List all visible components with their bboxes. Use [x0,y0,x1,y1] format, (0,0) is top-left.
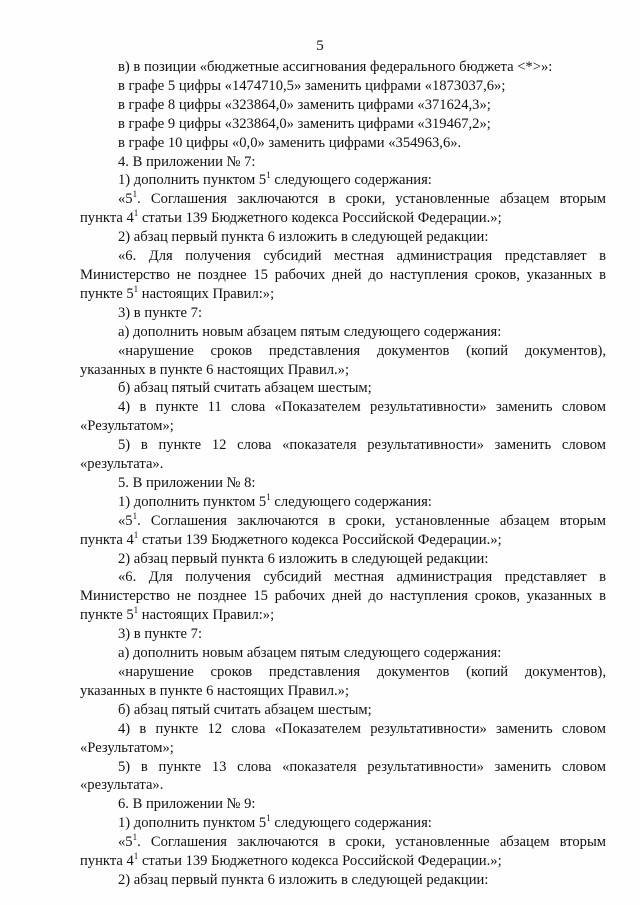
text-run: 3) в пункте 7: [118,304,203,321]
paragraph [80,58,606,77]
paragraph [80,474,606,493]
paragraph [80,568,606,625]
page-number: 5 [316,38,324,54]
superscript: 1 [132,832,138,843]
superscript: 1 [266,491,271,502]
text-run: 4. В приложении № 7: [118,153,256,170]
paragraph [80,134,606,153]
superscript: 1 [132,510,138,521]
superscript: 1 [132,189,138,200]
text-run: . Соглашения заключаются в сроки, установленные абзацем вторым пункта 4 [80,512,606,548]
paragraph [80,644,606,663]
text-run: б) абзац пятый считать абзацем шестым; [118,701,372,718]
text-run: следующего содержания: [270,815,432,832]
superscript: 1 [266,813,271,824]
text-run: следующего содержания: [270,493,432,510]
paragraph [80,795,606,814]
text-run: . Соглашения заключаются в сроки, установленные абзацем вторым пункта 4 [80,834,606,870]
text-run: а) дополнить новым абзацем пятым следующего содержания: [118,323,502,340]
paragraph [80,115,606,134]
text-run: настоящих Правил:»; [138,285,275,302]
paragraph [80,247,606,304]
text-run: 1) дополнить пунктом 5 [118,815,267,832]
superscript: 1 [133,208,139,219]
paragraph [80,171,606,190]
paragraph [80,342,606,380]
text-run: б) абзац пятый считать абзацем шестым; [118,380,372,397]
text-run: «5 [118,191,133,208]
text-run: 1) дополнить пунктом 5 [118,493,267,510]
paragraph [80,228,606,247]
superscript: 1 [133,851,139,862]
text-run: статьи 139 Бюджетного кодекса Российской Федерации.»; [138,853,502,870]
text-run: в графе 5 цифры «1474710,5» заменить цифрами «1873037,6»; [118,77,506,94]
text-run: 5) в пункте 13 слова «показателя результативности» заменить словом «результата». [80,758,606,794]
paragraph [80,625,606,644]
paragraph [80,663,606,701]
paragraph [80,190,606,228]
superscript: 1 [133,529,139,540]
text-run: 5. В приложении № 8: [118,474,256,491]
paragraph [80,512,606,550]
paragraph [80,701,606,720]
paragraph [80,814,606,833]
paragraph [80,758,606,796]
text-run: 6. В приложении № 9: [118,796,256,813]
text-run: 1) дополнить пунктом 5 [118,172,267,189]
text-run: а) дополнить новым абзацем пятым следующего содержания: [118,645,502,662]
text-run: в графе 10 цифры «0,0» заменить цифрами «354963,6». [118,134,462,151]
text-run: 4) в пункте 12 слова «Показателем результативности» заменить словом «Результатом»; [80,720,606,756]
text-run: «нарушение сроков представления документов (копий документов), указанных в пункте 6 настоящих Правил.»; [80,664,606,699]
text-run: 3) в пункте 7: [118,626,203,643]
document-body [80,58,606,890]
paragraph [80,436,606,474]
text-run: 4) в пункте 11 слова «Показателем результативности» заменить словом «Результатом»; [80,399,606,435]
text-run: . Соглашения заключаются в сроки, установленные абзацем вторым пункта 4 [80,191,606,227]
paragraph [80,379,606,398]
text-run: статьи 139 Бюджетного кодекса Российской Федерации.»; [138,531,502,548]
paragraph [80,493,606,512]
paragraph [80,96,606,115]
paragraph [80,398,606,436]
paragraph [80,833,606,871]
text-run: «нарушение сроков представления документов (копий документов), указанных в пункте 6 настоящих Правил.»; [80,342,606,378]
paragraph [80,77,606,96]
text-run: «5 [118,512,133,529]
text-run: настоящих Правил:»; [138,607,275,624]
text-run: следующего содержания: [270,172,432,189]
paragraph [80,720,606,758]
text-run: статьи 139 Бюджетного кодекса Российской Федерации.»; [138,210,502,227]
paragraph [80,550,606,569]
text-run: 5) в пункте 12 слова «показателя результативности» заменить словом «результата». [80,437,606,473]
paragraph [80,323,606,342]
text-run: в графе 9 цифры «323864,0» заменить цифрами «319467,2»; [118,115,491,132]
text-run: 2) абзац первый пункта 6 изложить в следующей редакции: [118,871,489,888]
text-run: в графе 8 цифры «323864,0» заменить цифрами «371624,3»; [118,96,491,113]
paragraph [80,871,606,890]
text-run: «6. Для получения субсидий местная администрация представляет в Министерство не позднее 15 рабочих дней до наступления сроков, указанных в пункте 5 [80,248,606,302]
text-run: 2) абзац первый пункта 6 изложить в следующей редакции: [118,229,489,246]
text-run: в) в позиции «бюджетные ассигнования федерального бюджета <*>»: [118,59,553,75]
superscript: 1 [266,170,271,181]
superscript: 1 [133,605,139,616]
paragraph [80,153,606,172]
paragraph [80,304,606,323]
superscript: 1 [133,283,139,294]
text-run: «5 [118,834,133,851]
text-run: «6. Для получения субсидий местная администрация представляет в Министерство не позднее 15 рабочих дней до наступления сроков, указанных в пункте 5 [80,569,606,624]
text-run: 2) абзац первый пункта 6 изложить в следующей редакции: [118,550,489,567]
